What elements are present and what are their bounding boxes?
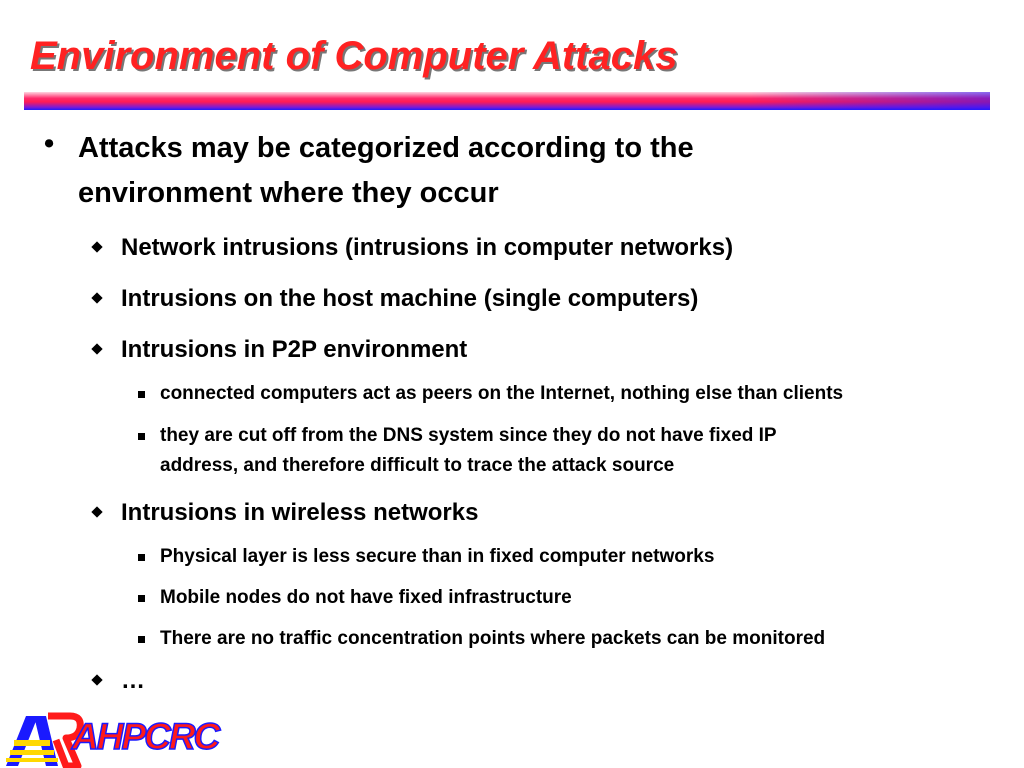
slide-title: Environment of Computer Attacks [30,34,678,78]
sub-bullet-p2p: Intrusions in P2P environment [121,336,468,363]
square-bullet-icon [138,595,145,602]
main-bullet-line-1: Attacks may be categorized according to the [78,132,694,164]
sub-bullet-host: Intrusions on the host machine (single computers) [121,285,699,312]
wireless-detail-mobile: Mobile nodes do not have fixed infrastructure [160,587,572,608]
p2p-detail-dns-line-2: address, and therefore difficult to trace the attack source [160,455,675,476]
square-bullet-icon [138,391,145,398]
diamond-bullet-icon [91,343,102,354]
sub-bullet-network: Network intrusions (intrusions in computer networks) [121,234,734,261]
diamond-bullet-icon [91,292,102,303]
sub-bullet-wireless: Intrusions in wireless networks [121,499,479,526]
main-bullet-line-2: environment where they occur [78,177,499,209]
p2p-detail-dns-line-1: they are cut off from the DNS system since they do not have fixed IP [160,425,777,446]
square-bullet-icon [138,554,145,561]
diamond-bullet-icon [91,241,102,252]
round-bullet-icon: • [44,128,55,160]
diamond-bullet-icon [91,506,102,517]
square-bullet-icon [138,433,145,440]
sub-bullet-ellipsis: … [121,667,145,694]
square-bullet-icon [138,636,145,643]
wireless-detail-physical: Physical layer is less secure than in fixed computer networks [160,546,715,567]
p2p-detail-peers: connected computers act as peers on the Internet, nothing else than clients [160,383,844,404]
logo-text: AHPCRC [72,716,219,757]
ahpcrc-logo [4,710,228,766]
diamond-bullet-icon [91,674,102,685]
wireless-detail-traffic: There are no traffic concentration points where packets can be monitored [160,628,826,649]
